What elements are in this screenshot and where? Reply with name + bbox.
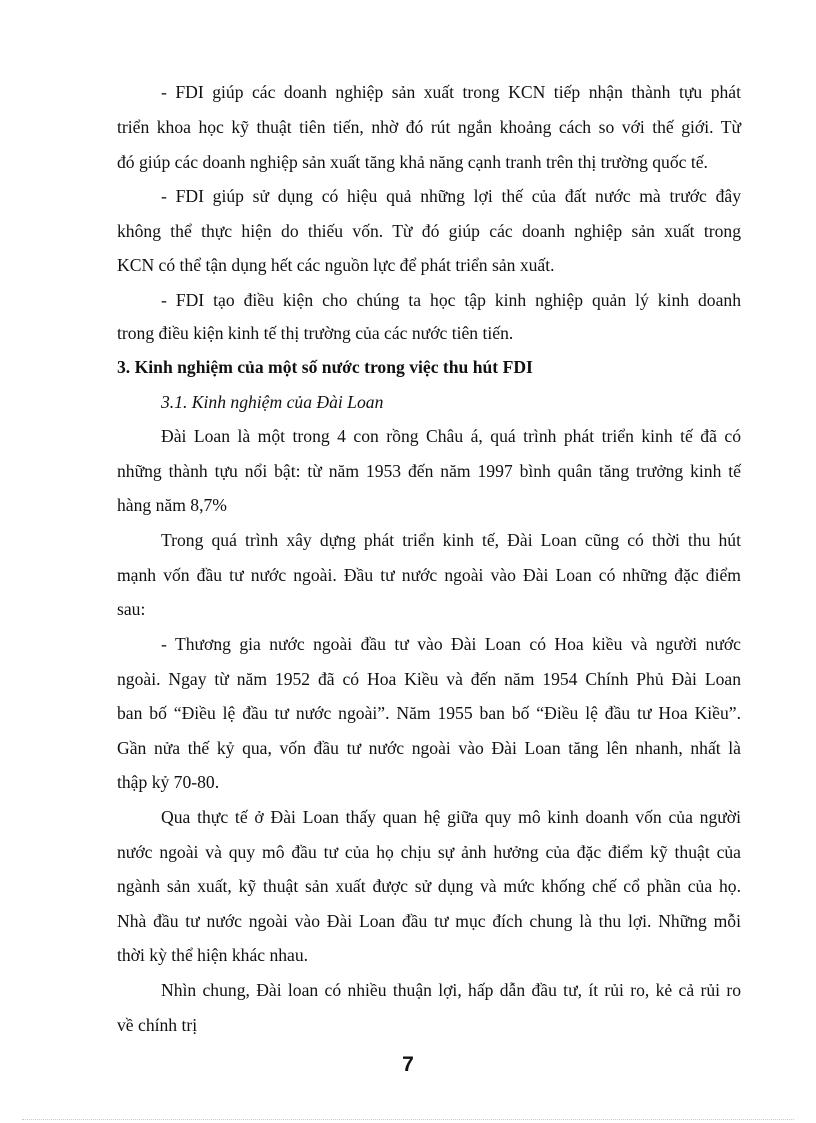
paragraph-5-line-3: sau: [117,599,146,619]
paragraph-4-line-3: hàng năm 8,7% [117,495,227,515]
paragraph-5-line-1: Trong quá trình xây dựng phát triển kinh tế, Đài Loan cũng có thời thu hút [161,530,741,550]
paragraph-4-line-2: những thành tựu nổi bật: từ năm 1953 đến năm 1997 bình quân tăng trưởng kinh tế [117,461,741,481]
paragraph-6-line-2: ngoài. Ngay từ năm 1952 đã có Hoa Kiều và đến năm 1954 Chính Phủ Đài Loan [117,669,741,689]
paragraph-8-line-2: về chính trị [117,1015,198,1035]
paragraph-2-line-1: - FDI giúp sử dụng có hiệu quả những lợi thế của đất nước mà trước đây [161,186,741,206]
paragraph-2-line-2: không thể thực hiện do thiếu vốn. Từ đó giúp các doanh nghiệp sản xuất trong [117,221,741,241]
paragraph-5-line-2: mạnh vốn đầu tư nước ngoài. Đầu tư nước ngoài vào Đài Loan có những đặc điểm [117,565,741,585]
paragraph-1-line-1: - FDI giúp các doanh nghiệp sản xuất trong KCN tiếp nhận thành tựu phát [161,82,741,102]
section-heading: 3. Kinh nghiệm của một số nước trong việc thu hút FDI [117,357,533,377]
paragraph-7-line-1: Qua thực tế ở Đài Loan thấy quan hệ giữa quy mô kinh doanh vốn của người [161,807,741,827]
paragraph-7-line-3: ngành sản xuất, kỹ thuật sản xuất được sử dụng và mức khống chế cổ phần của họ. [117,876,741,896]
footer-divider [22,1119,794,1120]
paragraph-3-line-1: - FDI tạo điều kiện cho chúng ta học tập kinh nghiệp quản lý kinh doanh [161,290,741,310]
paragraph-8-line-1: Nhìn chung, Đài loan có nhiều thuận lợi, hấp dẫn đầu tư, ít rủi ro, kẻ cả rủi ro [161,980,741,1000]
paragraph-1-line-3: đó giúp các doanh nghiệp sản xuất tăng khả năng cạnh tranh trên thị trường quốc tế. [117,152,708,172]
paragraph-7-line-2: nước ngoài và quy mô đầu tư của họ chịu sự ảnh hưởng của đặc điểm kỹ thuật của [117,842,741,862]
subsection-heading: 3.1. Kinh nghiệm của Đài Loan [161,392,384,412]
paragraph-6-line-4: Gần nửa thế kỷ qua, vốn đầu tư nước ngoài vào Đài Loan tăng lên nhanh, nhất là [117,738,741,758]
paragraph-2-line-3: KCN có thể tận dụng hết các nguồn lực để phát triển sản xuất. [117,255,555,275]
paragraph-6-line-1: - Thương gia nước ngoài đầu tư vào Đài Loan có Hoa kiều và người nước [161,634,741,654]
page-number: 7 [402,1053,414,1076]
paragraph-6-line-5: thập kỷ 70-80. [117,772,220,792]
paragraph-4-line-1: Đài Loan là một trong 4 con rồng Châu á, quá trình phát triển kinh tế đã có [161,426,741,446]
paragraph-1-line-2: triển khoa học kỹ thuật tiên tiến, nhờ đó rút ngắn khoảng cách so với thế giới. Từ [117,117,741,137]
paragraph-6-line-3: ban bố “Điều lệ đầu tư nước ngoài”. Năm 1955 ban bố “Điều lệ đầu tư Hoa Kiều”. [117,703,741,723]
paragraph-3-line-2: trong điều kiện kinh tế thị trường của các nước tiên tiến. [117,323,514,343]
paragraph-7-line-4: Nhà đầu tư nước ngoài vào Đài Loan đầu tư mục đích chung là thu lợi. Những mỗi [117,911,741,931]
paragraph-7-line-5: thời kỳ thể hiện khác nhau. [117,945,309,965]
